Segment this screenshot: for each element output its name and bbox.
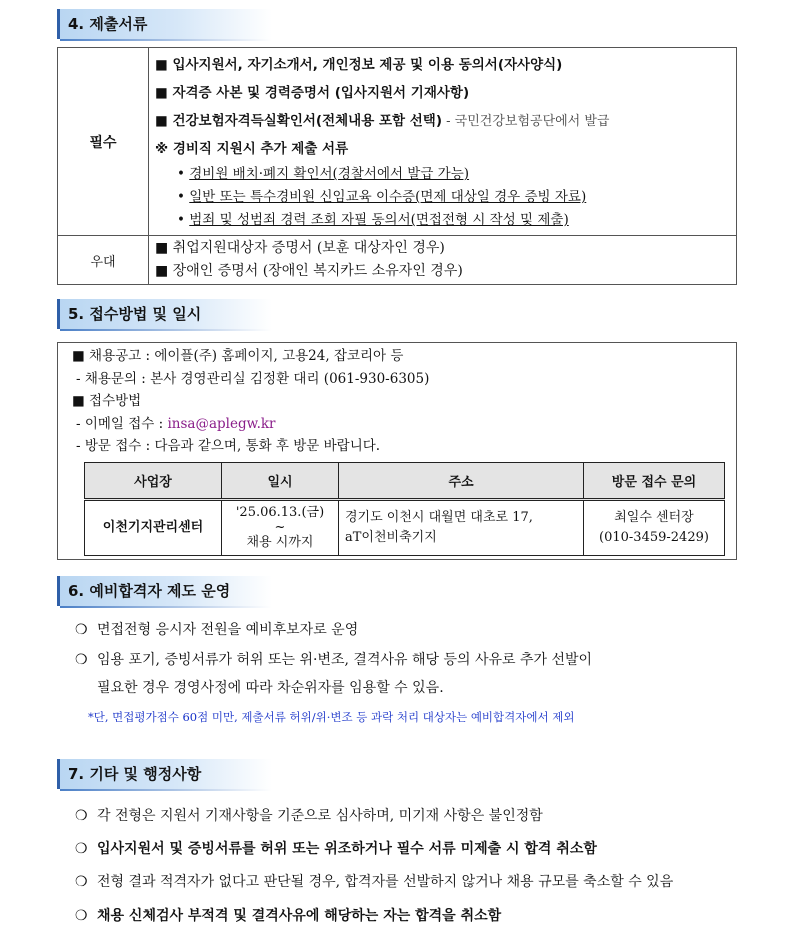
required-label: 필수	[58, 48, 149, 236]
sec6-note: *단, 면접평가점수 60점 미만, 제출서류 허위/위·변조 등 과락 처리 대상자는 예비합격자에서 제외	[88, 710, 575, 724]
required-cell	[149, 48, 737, 236]
section-7-heading: 7. 기타 및 행정사항	[57, 759, 272, 789]
extra-item: • 범죄 및 성범죄 경력 조회 자필 동의서(면접전형 시 작성 및 제출)	[177, 212, 569, 228]
sec6-item: ❍ 임용 포기, 증빙서류가 허위 또는 위·변조, 결격사유 해당 등의 사유로 추가 선발이	[75, 652, 593, 668]
preferred-cell	[149, 236, 737, 285]
sec7-item: ❍ 채용 신체검사 부적격 및 결격사유에 해당하는 자는 합격을 취소함	[75, 908, 502, 924]
required-item: ※ 경비직 지원시 추가 제출 서류	[155, 141, 349, 157]
sec7-item: ❍ 입사지원서 및 증빙서류를 허위 또는 위조하거나 필수 서류 미제출 시 합격 취소함	[75, 841, 597, 857]
sec7-item: ❍ 전형 결과 적격자가 없다고 판단될 경우, 합격자를 선발하지 않거나 채용 규모를 축소할 수 있음	[75, 874, 674, 890]
contact-cell: 최일수 센터장 (010-3459-2429)	[584, 500, 725, 556]
email-line: - 이메일 접수 : insa@aplegw.kr	[76, 415, 276, 432]
circle-icon: ❍	[75, 652, 88, 668]
visit-line: - 방문 접수 : 다음과 같으며, 통화 후 방문 바랍니다.	[76, 438, 381, 454]
preferred-label: 우대	[58, 236, 149, 285]
circle-icon: ❍	[75, 874, 88, 890]
section-6-heading: 6. 예비합격자 제도 운영	[57, 576, 272, 606]
sec6-item: ❍ 면접전형 응시자 전원을 예비후보자로 운영	[75, 622, 359, 638]
circle-icon: ❍	[75, 841, 88, 857]
col-header: 사업장	[85, 463, 222, 500]
extra-item: • 일반 또는 특수경비원 신임교육 이수증(면제 대상일 경우 증빙 자료)	[177, 189, 587, 205]
section-4-heading: 4. 제출서류	[57, 9, 272, 39]
notice-line: ■ 채용공고 : 에이플(주) 홈페이지, 고용24, 잡코리아 등	[72, 348, 404, 364]
sec7-item: ❍ 각 전형은 지원서 기재사항을 기준으로 심사하며, 미기재 사항은 불인정함	[75, 808, 543, 824]
date-cell: '25.06.13.(금) ~ 채용 시까지	[222, 500, 339, 556]
col-header: 주소	[339, 463, 584, 500]
col-header: 방문 접수 문의	[584, 463, 725, 500]
inquiry-line: - 채용문의 : 본사 경영관리실 김정환 대리 (061-930-6305)	[76, 370, 430, 387]
preferred-item: ■ 취업지원대상자 증명서 (보훈 대상자인 경우)	[155, 240, 445, 256]
required-item: ■ 자격증 사본 및 경력증명서 (입사지원서 기재사항)	[155, 85, 470, 101]
email-link[interactable]: insa@aplegw.kr	[167, 415, 276, 432]
circle-icon: ❍	[75, 808, 88, 824]
preferred-item: ■ 장애인 증명서 (장애인 복지카드 소유자인 경우)	[155, 263, 463, 279]
visit-table	[84, 462, 725, 556]
site-cell: 이천기지관리센터	[85, 500, 222, 556]
application-box	[57, 342, 737, 560]
method-line: ■ 접수방법	[72, 393, 142, 409]
required-item: ■ 건강보험자격득실확인서(전체내용 포함 선택) - 국민건강보험공단에서 발급	[155, 113, 610, 129]
sec6-item-cont: 필요한 경우 경영사정에 따라 차순위자를 임용할 수 있음.	[97, 680, 444, 696]
col-header: 일시	[222, 463, 339, 500]
documents-table	[57, 47, 737, 285]
circle-icon: ❍	[75, 622, 88, 638]
extra-item: • 경비원 배치·폐지 확인서(경찰서에서 발급 가능)	[177, 166, 470, 182]
circle-icon: ❍	[75, 908, 88, 924]
section-5-heading: 5. 접수방법 및 일시	[57, 299, 272, 329]
required-item: ■ 입사지원서, 자기소개서, 개인정보 제공 및 이용 동의서(자사양식)	[155, 57, 563, 73]
address-cell: 경기도 이천시 대월면 대초로 17, aT이천비축기지	[339, 500, 584, 556]
